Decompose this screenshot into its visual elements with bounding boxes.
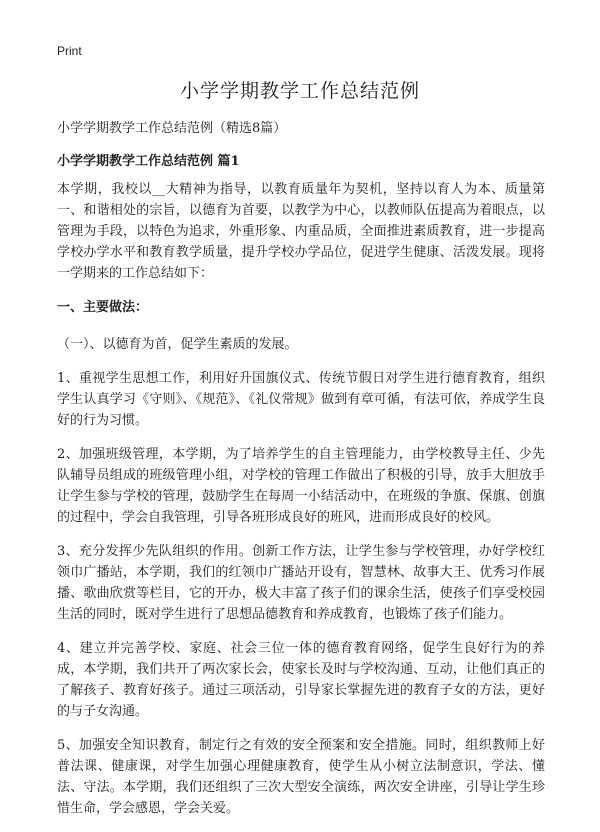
document-body (57, 118, 545, 832)
print-link[interactable]: Print (57, 44, 82, 58)
section-heading: 小学学期教学工作总结范例 篇1 (57, 154, 240, 169)
list-item: 5、加强安全知识教育，制定行之有效的安全预案和安全措施。同时，组织教师上好普法课、健康课，对学生加强心理健康教育，使学生从小树立法制意识，学法、懂法、守法。本学期，我们还组织了三次大型安全演练，两次安全讲座，引导让学生珍惜生命，学会感恩，学会关爱。 (57, 738, 545, 816)
document-subtitle: 小学学期教学工作总结范例（精选8篇） (57, 121, 287, 136)
list-item: 3、充分发挥少先队组织的作用。创新工作方法，让学生参与学校管理，办好学校红领巾广播站，本学期，我们的红领巾广播站开设有，智慧林、故事大王、优秀习作展播、歌曲欣赏等栏目，它的开办，极大丰富了孩子们的课余生活，使孩子们享受校园生活的同时，既对学生进行了思想品德教育和养成教育，也锻炼了孩子们能力。 (57, 544, 545, 622)
page-title: 小学学期教学工作总结范例 (179, 80, 420, 102)
list-item: 2、加强班级管理，本学期，为了培养学生的自主管理能力，由学校教导主任、少先队辅导员组成的班级管理小组，对学校的管理工作做出了积极的引导，放手大胆放手让学生参与学校的管理，鼓励学生在每周一小结活动中，在班级的争旗、保旗、创旗的过程中，学会自我管理，引导各班形成良好的班风，进而形成良好的校风。 (57, 447, 545, 525)
sub-heading: （一）、以德育为首，促学生素质的发展。 (57, 337, 298, 352)
list-item: 1、重视学生思想工作，利用好升国旗仪式、传统节假日对学生进行德育教育，组织学生认真学习《守则》、《规范》、《礼仪常规》做到有章可循，有法可依，养成学生良好的行为习惯。 (57, 371, 545, 428)
main-heading: 一、主要做法： (57, 300, 149, 315)
list-item: 4、建立并完善学校、家庭、社会三位一体的德育教育网络，促学生良好行为的养成，本学期，我们共开了两次家长会，使家长及时与学校沟通、互动，让他们真正的了解孩子、教育好孩子。通过三项活动，引导家长掌握先进的教育子女的方法，更好的与子女沟通。 (57, 641, 545, 719)
intro-paragraph: 本学期，我校以__大精神为指导，以教育质量年为契机，坚持以育人为本、质量第一、和谐相处的宗旨，以德育为首要，以教学为中心，以教师队伍提高为着眼点，以管理为手段，以特色为追求，外重形象、内重品质，全面推进素质教育，进一步提高学校办学水平和教育教学质量，提升学校办学品位，促进学生健康、活泼发展。现将一学期来的工作总结如下： (57, 182, 545, 281)
